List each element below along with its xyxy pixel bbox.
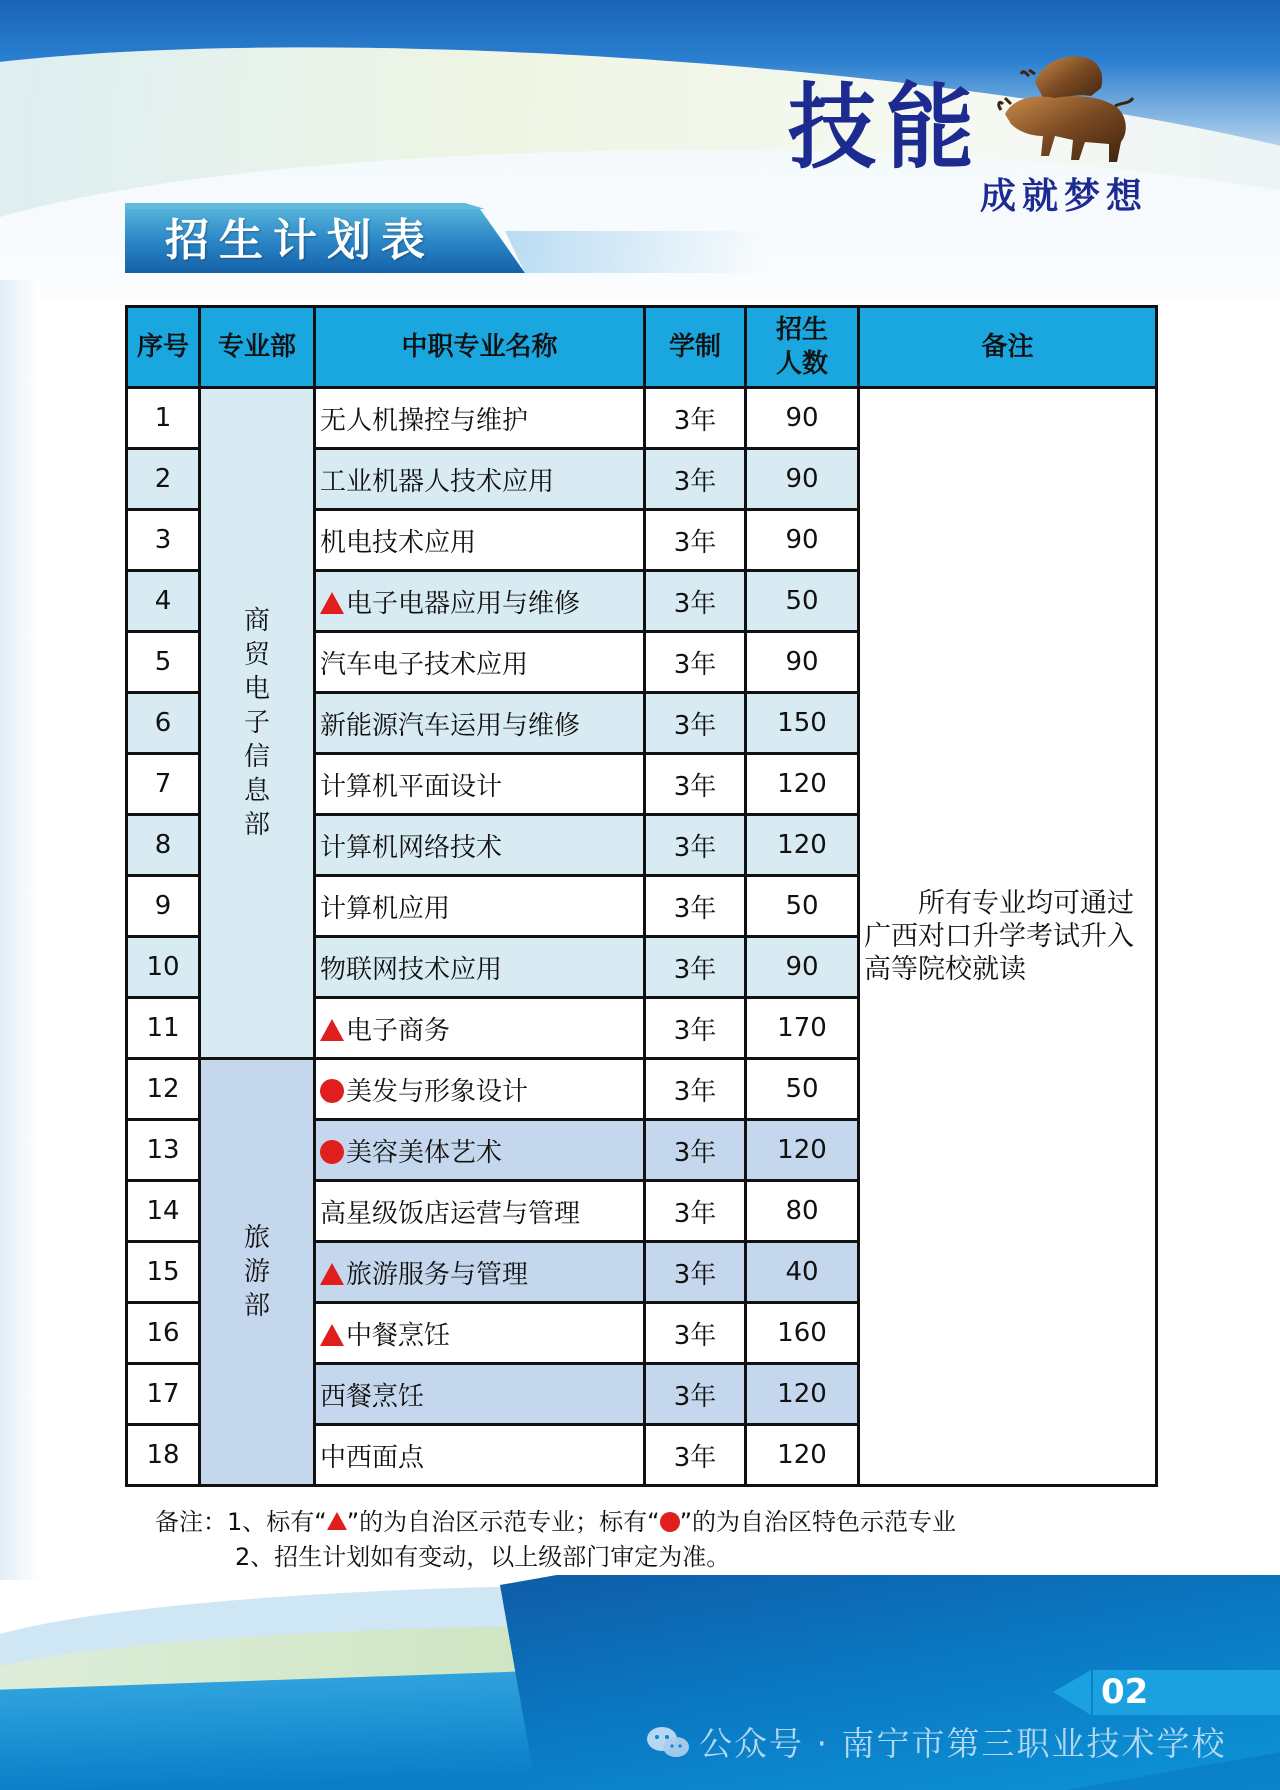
cell-quota: 160 [746, 1303, 859, 1364]
slogan-small: 成就梦想 [980, 176, 1149, 217]
cell-quota: 90 [746, 632, 859, 693]
major-name: 中餐烹饪 [346, 1320, 451, 1351]
cell-seq: 4 [127, 571, 200, 632]
triangle-mark-icon [327, 1512, 347, 1530]
major-name: 旅游服务与管理 [346, 1259, 529, 1290]
cell-quota: 50 [746, 571, 859, 632]
wechat-icon [645, 1725, 691, 1759]
cell-seq: 9 [127, 876, 200, 937]
bull-statue-icon [995, 44, 1145, 164]
cell-major [315, 510, 645, 571]
cell-seq: 15 [127, 1242, 200, 1303]
cell-major [315, 693, 645, 754]
page-number: 02 [1101, 1672, 1149, 1712]
cell-department [200, 388, 315, 1059]
page-arrow-icon [1053, 1670, 1091, 1715]
cell-major [315, 632, 645, 693]
cell-major [315, 571, 645, 632]
major-name: 汽车电子技术应用 [320, 649, 529, 680]
header-seq: 序号 [127, 307, 200, 388]
cell-major [315, 1181, 645, 1242]
triangle-mark-icon [320, 1324, 344, 1346]
note1-part-b: ”的为自治区示范专业；标有“ [346, 1508, 660, 1536]
triangle-mark-icon [320, 1263, 344, 1285]
major-name: 计算机应用 [320, 893, 451, 924]
ribbon-fade [505, 231, 765, 273]
major-name: 西餐烹饪 [320, 1381, 425, 1412]
major-name: 电子电器应用与维修 [346, 588, 581, 619]
major-name: 新能源汽车运用与维修 [320, 710, 581, 741]
header-quota [746, 307, 859, 388]
cell-quota: 150 [746, 693, 859, 754]
cell-seq: 14 [127, 1181, 200, 1242]
cell-quota: 170 [746, 998, 859, 1059]
cell-seq: 6 [127, 693, 200, 754]
table-row [127, 388, 1157, 449]
cell-seq: 11 [127, 998, 200, 1059]
cell-duration: 3年 [645, 1242, 746, 1303]
cell-duration: 3年 [645, 1425, 746, 1486]
triangle-mark-icon [320, 592, 344, 614]
cell-department [200, 1059, 315, 1486]
major-name: 工业机器人技术应用 [320, 466, 555, 497]
section-title: 招生计划表 [165, 215, 435, 266]
cell-major [315, 998, 645, 1059]
dot-mark-icon [660, 1512, 680, 1532]
header-remark: 备注 [859, 307, 1157, 388]
cell-seq: 13 [127, 1120, 200, 1181]
cell-major [315, 1303, 645, 1364]
cell-seq: 17 [127, 1364, 200, 1425]
header-major: 中职专业名称 [315, 307, 645, 388]
major-name: 机电技术应用 [320, 527, 477, 558]
cell-major [315, 1364, 645, 1425]
table-body [127, 388, 1157, 1486]
cell-duration: 3年 [645, 1364, 746, 1425]
cell-seq: 1 [127, 388, 200, 449]
cell-duration: 3年 [645, 388, 746, 449]
cell-quota: 120 [746, 815, 859, 876]
table-header-row [127, 307, 1157, 388]
cell-seq: 12 [127, 1059, 200, 1120]
cell-duration: 3年 [645, 937, 746, 998]
wechat-watermark [645, 1718, 1226, 1765]
cell-quota: 80 [746, 1181, 859, 1242]
header-quota-label: 招生人数 [775, 315, 828, 379]
cell-major [315, 1059, 645, 1120]
department-name: 旅游部 [243, 1223, 270, 1321]
major-name: 计算机平面设计 [320, 771, 503, 802]
cell-duration: 3年 [645, 1303, 746, 1364]
cell-seq: 5 [127, 632, 200, 693]
cell-duration: 3年 [645, 571, 746, 632]
cell-duration: 3年 [645, 876, 746, 937]
slogan-big: 技能 [788, 73, 985, 182]
cell-seq: 3 [127, 510, 200, 571]
cell-quota: 50 [746, 876, 859, 937]
footnotes [155, 1505, 956, 1575]
cell-major [315, 754, 645, 815]
major-name: 高星级饭店运营与管理 [320, 1198, 581, 1229]
department-name: 商贸电子信息部 [243, 606, 270, 840]
slogan-logo [788, 73, 1149, 217]
footnote-1 [155, 1505, 956, 1540]
cell-quota: 120 [746, 754, 859, 815]
major-name: 计算机网络技术 [320, 832, 503, 863]
enrollment-plan-table [125, 305, 1158, 1487]
cell-duration: 3年 [645, 510, 746, 571]
cell-remark [859, 388, 1157, 1486]
cell-duration: 3年 [645, 1120, 746, 1181]
cell-duration: 3年 [645, 693, 746, 754]
header-duration: 学制 [645, 307, 746, 388]
major-name: 美容美体艺术 [346, 1137, 503, 1168]
watermark-text: 公众号 · 南宁市第三职业技术学校 [699, 1724, 1227, 1763]
cell-major [315, 1425, 645, 1486]
cell-seq: 18 [127, 1425, 200, 1486]
cell-quota: 50 [746, 1059, 859, 1120]
note1-part-c: ”的为自治区特色示范专业 [679, 1508, 957, 1536]
cell-quota: 90 [746, 937, 859, 998]
major-name: 中西面点 [320, 1442, 425, 1473]
major-name: 物联网技术应用 [320, 954, 503, 985]
major-name: 电子商务 [346, 1015, 451, 1046]
notes-label: 备注： [155, 1508, 227, 1536]
cell-duration: 3年 [645, 754, 746, 815]
ribbon-topline [125, 203, 485, 209]
cell-quota: 90 [746, 510, 859, 571]
dot-mark-icon [320, 1140, 344, 1164]
cell-duration: 3年 [645, 998, 746, 1059]
cell-seq: 8 [127, 815, 200, 876]
page-number-badge [1093, 1670, 1280, 1715]
cell-quota: 90 [746, 388, 859, 449]
cell-major [315, 388, 645, 449]
cell-major [315, 1242, 645, 1303]
cell-seq: 2 [127, 449, 200, 510]
cell-quota: 120 [746, 1120, 859, 1181]
cell-quota: 40 [746, 1242, 859, 1303]
section-title-ribbon [125, 203, 625, 273]
note1-part-a: 1、标有“ [227, 1508, 327, 1536]
cell-quota: 120 [746, 1425, 859, 1486]
remark-text: 所有专业均可通过广西对口升学考试升入高等院校就读 [864, 888, 1134, 985]
cell-major [315, 876, 645, 937]
cell-duration: 3年 [645, 1181, 746, 1242]
cell-duration: 3年 [645, 1059, 746, 1120]
cell-seq: 10 [127, 937, 200, 998]
cell-major [315, 937, 645, 998]
major-name: 美发与形象设计 [346, 1076, 529, 1107]
dot-mark-icon [320, 1079, 344, 1103]
cell-duration: 3年 [645, 815, 746, 876]
header-dept: 专业部 [200, 307, 315, 388]
footnote-2: 2、招生计划如有变动，以上级部门审定为准。 [235, 1543, 731, 1571]
left-edge-gradient [0, 280, 40, 1580]
triangle-mark-icon [320, 1019, 344, 1041]
cell-major [315, 449, 645, 510]
cell-seq: 16 [127, 1303, 200, 1364]
major-name: 无人机操控与维护 [320, 405, 529, 436]
cell-major [315, 815, 645, 876]
cell-quota: 90 [746, 449, 859, 510]
cell-seq: 7 [127, 754, 200, 815]
cell-duration: 3年 [645, 449, 746, 510]
cell-quota: 120 [746, 1364, 859, 1425]
cell-duration: 3年 [645, 632, 746, 693]
cell-major [315, 1120, 645, 1181]
